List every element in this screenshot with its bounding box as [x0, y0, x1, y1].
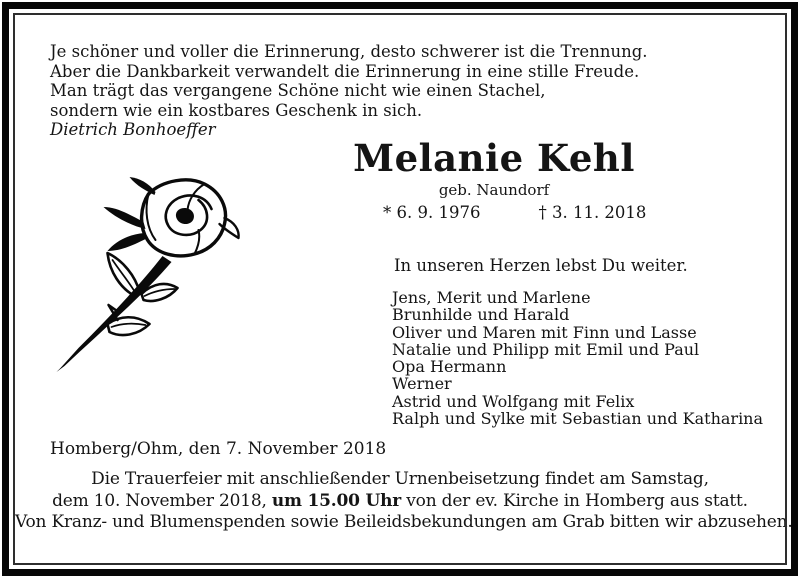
funeral-time: um 15.00 Uhr — [271, 490, 402, 511]
mourner-line: Ralph und Sylke mit Sebastian und Katharina — [392, 409, 764, 429]
quote-attribution: Dietrich Bonhoeffer — [50, 120, 216, 140]
place-and-date: Homberg/Ohm, den 7. November 2018 — [50, 439, 387, 459]
mourners-list — [392, 289, 763, 427]
mourner-line: Jens, Merit und Marlene — [392, 288, 591, 307]
quote-line: sondern wie ein kostbares Geschenk in sich. — [50, 100, 423, 120]
mourner-line: Opa Hermann — [392, 357, 507, 377]
funeral-details — [15, 469, 785, 512]
quote-line: Man trägt das vergangene Schöne nicht wie einen Stachel, — [50, 81, 546, 101]
rose-illustration — [46, 172, 271, 372]
closing-request: Von Kranz- und Blumenspenden sowie Beileidsbekundungen am Grab bitten wir abzusehen. — [15, 512, 793, 532]
quote-line: Aber die Dankbarkeit verwandelt die Erinnerung in eine stille Freude. — [50, 61, 640, 81]
birth-date: * 6. 9. 1976 — [383, 203, 481, 222]
tribute-line: In unseren Herzen lebst Du weiter. — [394, 256, 688, 275]
deceased-name: Melanie Kehl — [353, 136, 635, 180]
quote-line: Je schöner und voller die Erinnerung, desto schwerer ist die Trennung. — [50, 42, 648, 61]
mourner-line: Astrid und Wolfgang mit Felix — [392, 391, 635, 411]
mourner-line: Brunhilde und Harald — [392, 305, 570, 325]
funeral-line-1: Die Trauerfeier mit anschließender Urnenbeisetzung findet am Samstag, — [91, 469, 709, 489]
mourner-line: Werner — [392, 374, 452, 394]
funeral-line-2: dem 10. November 2018, um 15.00 Uhr von der ev. Kirche in Homberg aus statt. — [52, 490, 748, 511]
deceased-header — [308, 138, 680, 199]
memorial-quote — [50, 42, 648, 140]
mourner-line: Oliver und Maren mit Finn und Lasse — [392, 322, 697, 342]
death-date: † 3. 11. 2018 — [538, 203, 647, 222]
mourner-line: Natalie und Philipp mit Emil und Paul — [392, 339, 700, 359]
life-dates — [383, 203, 646, 222]
maiden-name: geb. Naundorf — [438, 181, 550, 199]
